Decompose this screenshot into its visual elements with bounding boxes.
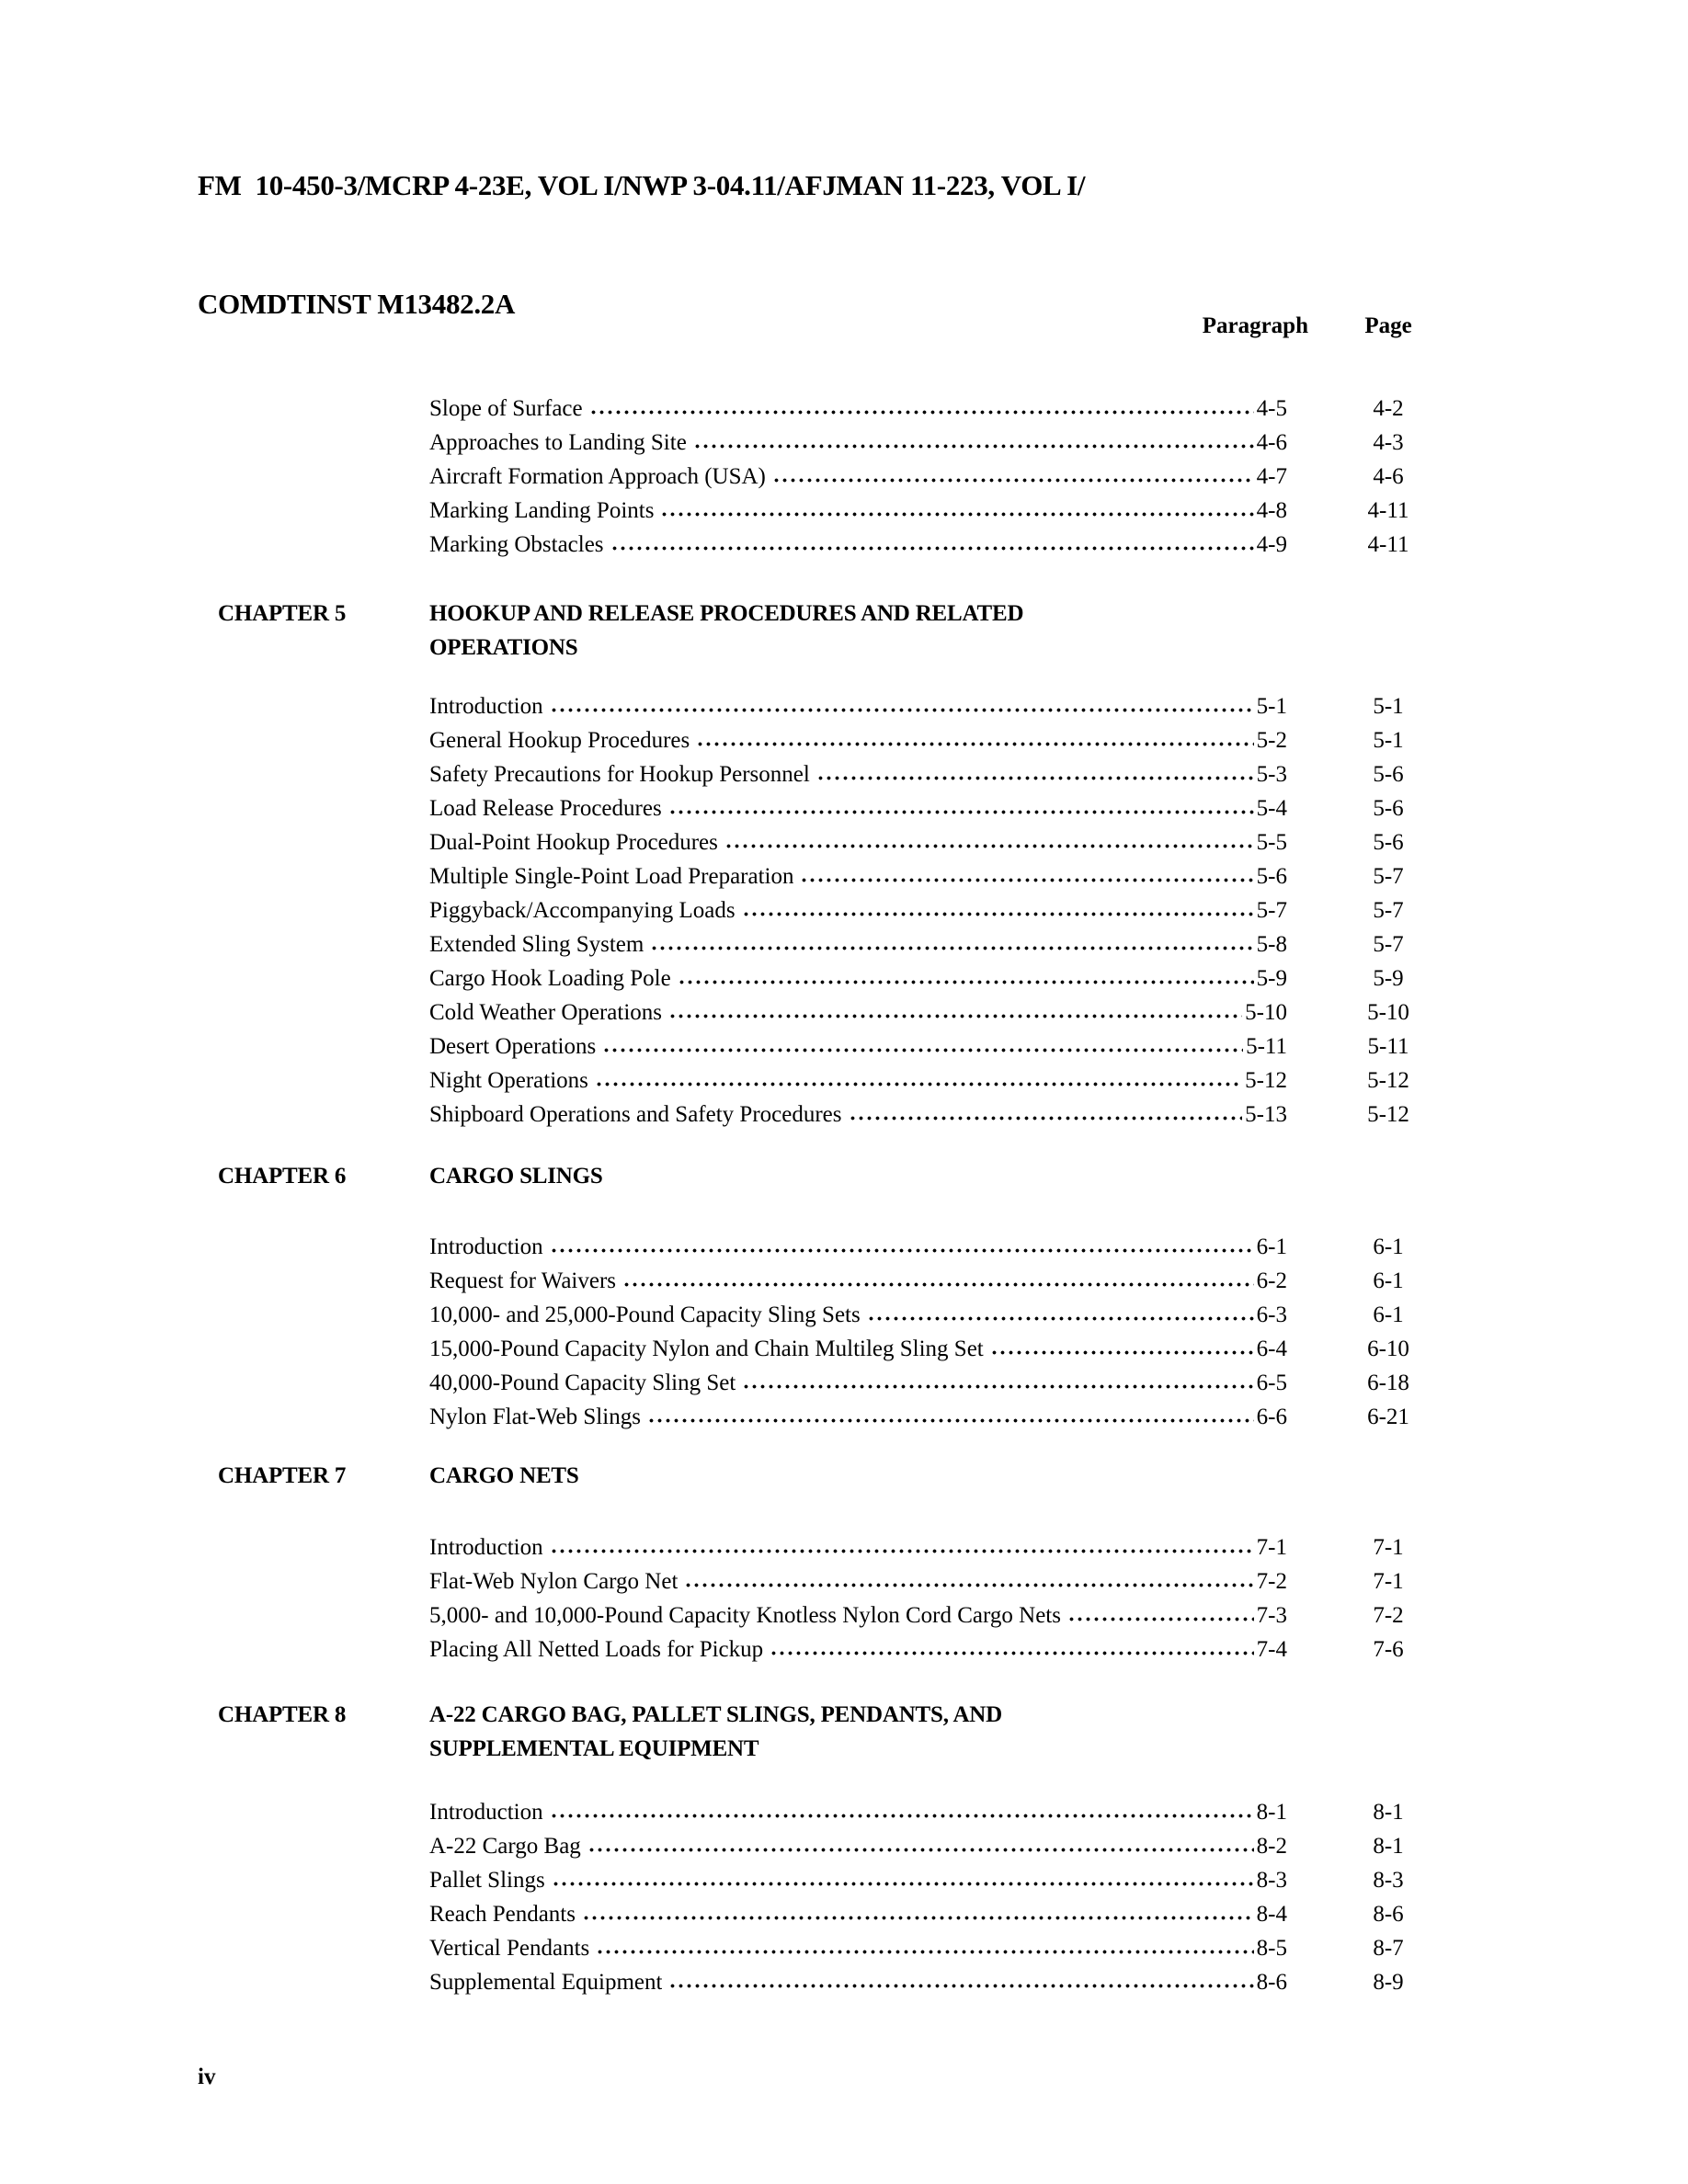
toc-entries: [429, 1795, 1471, 1999]
entry-title: Pallet Slings: [429, 1868, 545, 1893]
entry-page-number: 5-12: [1367, 1068, 1409, 1093]
dot-leader: [622, 1281, 1254, 1288]
toc-entry-main: [429, 460, 1287, 494]
toc-entry-row: [429, 1598, 1471, 1632]
entry-paragraph-number: 6-6: [1256, 1405, 1287, 1429]
entry-page-number: 5-1: [1373, 694, 1404, 719]
toc-entry-row: [429, 995, 1471, 1029]
toc-entry-row: [429, 1029, 1471, 1064]
entry-paragraph-number: 4-8: [1256, 498, 1287, 523]
dot-leader: [678, 979, 1254, 985]
entry-page-number: 4-11: [1367, 532, 1409, 557]
dot-leader: [772, 477, 1254, 483]
dot-leader: [684, 1582, 1253, 1588]
toc-entry-main: [429, 1332, 1287, 1366]
entry-page-number: 7-6: [1373, 1637, 1404, 1662]
entry-paragraph-number: 6-2: [1256, 1268, 1287, 1293]
toc-entry-row: [429, 392, 1471, 426]
entry-paragraph-number: 4-5: [1256, 396, 1287, 421]
toc-entry-main: [429, 961, 1287, 995]
entry-paragraph-number: 5-6: [1256, 864, 1287, 889]
entry-paragraph-number: 5-10: [1245, 1000, 1287, 1025]
dot-leader: [724, 843, 1254, 849]
entry-page-number: 5-9: [1373, 966, 1404, 991]
entry-title: Marking Obstacles: [429, 532, 604, 557]
entry-title: Introduction: [429, 1800, 543, 1825]
toc-entries: [429, 1230, 1471, 1434]
toc-section-chapter-6: [218, 1159, 1471, 1434]
dot-leader: [668, 1983, 1253, 1989]
page-column-header: Page: [1364, 313, 1412, 338]
toc-entry-row: [429, 528, 1471, 562]
entry-paragraph-number: 5-4: [1256, 796, 1287, 821]
entry-paragraph-number: 8-6: [1256, 1970, 1287, 1995]
toc-entry-main: [429, 927, 1287, 961]
toc-entry-main: [429, 1298, 1287, 1332]
dot-leader: [550, 1548, 1254, 1554]
chapter-label: CHAPTER 6: [218, 1164, 347, 1189]
toc-entry-main: [429, 791, 1287, 825]
entry-paragraph-number: 5-9: [1256, 966, 1287, 991]
toc-entry-row: [429, 1064, 1471, 1098]
entry-paragraph-number: 5-7: [1256, 898, 1287, 923]
entry-title: Request for Waivers: [429, 1268, 617, 1293]
toc-entry-row: [429, 1530, 1471, 1564]
entry-page-number: 7-2: [1373, 1603, 1404, 1628]
toc-entry-main: [429, 1965, 1287, 1999]
entry-paragraph-number: 7-3: [1256, 1603, 1287, 1628]
dot-leader: [800, 877, 1253, 883]
entry-title: Night Operations: [429, 1068, 588, 1093]
dot-leader: [668, 809, 1254, 815]
toc-entry-main: [429, 1632, 1287, 1666]
entry-page-number: 5-7: [1373, 864, 1404, 889]
dot-leader: [742, 911, 1254, 917]
toc-entry-row: [429, 1264, 1471, 1298]
dot-leader: [693, 443, 1254, 449]
toc-entry-row: [429, 1564, 1471, 1598]
dot-leader: [602, 1047, 1243, 1053]
dot-leader: [742, 1383, 1253, 1390]
toc-entry-row: [429, 1632, 1471, 1666]
toc-entry-main: [429, 723, 1287, 757]
toc-entry-main: [429, 995, 1287, 1029]
toc-section-chapter-5: [218, 597, 1471, 1132]
toc-entry-main: [429, 1029, 1287, 1064]
entry-paragraph-number: 6-5: [1256, 1371, 1287, 1395]
toc-entry-row: [429, 723, 1471, 757]
chapter-label: CHAPTER 8: [218, 1702, 347, 1727]
toc-entries: [429, 1530, 1471, 1666]
toc-entry-row: [429, 757, 1471, 791]
dot-leader: [595, 1081, 1242, 1087]
toc-entry-main: [429, 825, 1287, 859]
dot-leader: [610, 545, 1254, 552]
toc-entry-row: [429, 927, 1471, 961]
entry-title: Slope of Surface: [429, 396, 583, 421]
entry-title: Introduction: [429, 694, 543, 719]
toc-entry-row: [429, 460, 1471, 494]
chapter-title: A-22 CARGO BAG, PALLET SLINGS, PENDANTS, AND SUPPLEMENTAL EQUIPMENT: [429, 1702, 1003, 1761]
entry-title: Piggyback/Accompanying Loads: [429, 898, 736, 923]
entry-title: Approaches to Landing Site: [429, 430, 687, 455]
paragraph-column-header: Paragraph: [1202, 313, 1308, 338]
toc-entry-main: [429, 1366, 1287, 1400]
toc-entry-row: [429, 1366, 1471, 1400]
dot-leader: [596, 1949, 1253, 1955]
entry-paragraph-number: 5-3: [1256, 762, 1287, 787]
entry-page-number: 5-12: [1367, 1102, 1409, 1127]
toc-section-chapter-4-continued: [218, 392, 1471, 562]
entry-title: Load Release Procedures: [429, 796, 662, 821]
toc-entry-row: [429, 859, 1471, 893]
toc-entry-row: [429, 426, 1471, 460]
entry-title: Supplemental Equipment: [429, 1970, 663, 1995]
toc-entry-row: [429, 893, 1471, 927]
entry-title: Shipboard Operations and Safety Procedures: [429, 1102, 842, 1127]
entry-paragraph-number: 4-7: [1256, 464, 1287, 489]
chapter-heading: [218, 1698, 1471, 1766]
toc-entry-main: [429, 757, 1287, 791]
toc-entry-main: [429, 1863, 1287, 1897]
entry-page-number: 7-1: [1373, 1569, 1404, 1594]
toc-entry-row: [429, 1931, 1471, 1965]
entry-title: 5,000- and 10,000-Pound Capacity Knotless Nylon Cord Cargo Nets: [429, 1603, 1061, 1628]
entry-page-number: 4-6: [1373, 464, 1404, 489]
entry-page-number: 6-18: [1367, 1371, 1409, 1395]
entry-page-number: 4-11: [1367, 498, 1409, 523]
entry-paragraph-number: 7-1: [1256, 1535, 1287, 1560]
toc-entry-row: [429, 1298, 1471, 1332]
dot-leader: [647, 1417, 1254, 1424]
dot-leader: [660, 511, 1253, 518]
entry-page-number: 5-11: [1367, 1034, 1409, 1059]
entry-paragraph-number: 5-11: [1246, 1034, 1287, 1059]
entry-page-number: 8-1: [1373, 1834, 1404, 1859]
dot-leader: [770, 1650, 1254, 1656]
entry-title: 10,000- and 25,000-Pound Capacity Sling Sets: [429, 1302, 861, 1327]
entry-page-number: 8-7: [1373, 1936, 1404, 1961]
entry-title: Extended Sling System: [429, 932, 644, 957]
toc-entry-row: [429, 1863, 1471, 1897]
entry-paragraph-number: 8-4: [1256, 1902, 1287, 1927]
entry-title: Safety Precautions for Hookup Personnel: [429, 762, 810, 787]
toc-entry-row: [429, 791, 1471, 825]
entry-title: A-22 Cargo Bag: [429, 1834, 581, 1859]
toc-entry-row: [429, 689, 1471, 723]
dot-leader: [867, 1315, 1254, 1322]
entry-paragraph-number: 4-6: [1256, 430, 1287, 455]
toc-section-chapter-7: [218, 1459, 1471, 1666]
dot-leader: [550, 1247, 1254, 1254]
dot-leader: [668, 1013, 1242, 1019]
entry-paragraph-number: 8-2: [1256, 1834, 1287, 1859]
entry-title: Placing All Netted Loads for Pickup: [429, 1637, 764, 1662]
toc-entry-main: [429, 1598, 1287, 1632]
entry-page-number: 4-3: [1373, 430, 1404, 455]
entry-paragraph-number: 8-1: [1256, 1800, 1287, 1825]
toc-entry-main: [429, 1564, 1287, 1598]
entry-paragraph-number: 6-3: [1256, 1302, 1287, 1327]
toc-entry-row: [429, 1897, 1471, 1931]
entry-page-number: 6-1: [1373, 1234, 1404, 1259]
chapter-title: CARGO NETS: [429, 1463, 579, 1488]
entry-title: Aircraft Formation Approach (USA): [429, 464, 766, 489]
toc-entry-row: [429, 1332, 1471, 1366]
entry-title: Vertical Pendants: [429, 1936, 590, 1961]
entry-page-number: 6-1: [1373, 1268, 1404, 1293]
dot-leader: [552, 1881, 1254, 1887]
toc-entry-main: [429, 689, 1287, 723]
entry-paragraph-number: 5-12: [1245, 1068, 1287, 1093]
entry-page-number: 5-6: [1373, 830, 1404, 855]
toc-entry-main: [429, 1230, 1287, 1264]
entry-page-number: 8-1: [1373, 1800, 1404, 1825]
toc-entry-main: [429, 1400, 1287, 1434]
toc-entry-row: [429, 1965, 1471, 1999]
entry-paragraph-number: 5-8: [1256, 932, 1287, 957]
dot-leader: [1067, 1616, 1254, 1622]
toc-entry-row: [429, 825, 1471, 859]
dot-leader: [650, 945, 1253, 951]
entry-page-number: 8-6: [1373, 1902, 1404, 1927]
document-header: [198, 86, 1085, 403]
entry-title: Marking Landing Points: [429, 498, 655, 523]
entry-paragraph-number: 6-4: [1256, 1337, 1287, 1361]
toc-entry-main: [429, 426, 1287, 460]
toc-entry-main: [429, 1829, 1287, 1863]
dot-leader: [816, 775, 1254, 781]
entry-page-number: 4-2: [1373, 396, 1404, 421]
dot-leader: [587, 1847, 1254, 1853]
toc-entry-main: [429, 893, 1287, 927]
dot-leader: [849, 1115, 1243, 1121]
toc-entry-main: [429, 528, 1287, 562]
toc-entry-main: [429, 1795, 1287, 1829]
toc-entry-main: [429, 859, 1287, 893]
toc-entry-row: [429, 1829, 1471, 1863]
dot-leader: [550, 707, 1254, 713]
entry-title: Dual-Point Hookup Procedures: [429, 830, 718, 855]
dot-leader: [990, 1349, 1254, 1356]
toc-entry-main: [429, 1098, 1287, 1132]
entry-page-number: 6-21: [1367, 1405, 1409, 1429]
toc-entry-row: [429, 1230, 1471, 1264]
entry-page-number: 8-3: [1373, 1868, 1404, 1893]
toc-entry-row: [429, 1098, 1471, 1132]
document-header-line-2: COMDTINST M13482.2A: [198, 288, 516, 320]
toc-entry-row: [429, 1795, 1471, 1829]
toc-entry-main: [429, 392, 1287, 426]
chapter-label: CHAPTER 7: [218, 1463, 347, 1488]
toc-entry-main: [429, 1264, 1287, 1298]
entry-page-number: 5-7: [1373, 932, 1404, 957]
entry-paragraph-number: 5-1: [1256, 694, 1287, 719]
entry-paragraph-number: 5-2: [1256, 728, 1287, 753]
toc-entry-row: [429, 494, 1471, 528]
entry-paragraph-number: 7-2: [1256, 1569, 1287, 1594]
entry-title: 15,000-Pound Capacity Nylon and Chain Multileg Sling Set: [429, 1337, 984, 1361]
chapter-title: CARGO SLINGS: [429, 1164, 603, 1189]
entry-title: Nylon Flat-Web Slings: [429, 1405, 641, 1429]
chapter-heading: [218, 1159, 1471, 1193]
entry-title: Cold Weather Operations: [429, 1000, 663, 1025]
entry-title: Introduction: [429, 1234, 543, 1259]
entry-title: Introduction: [429, 1535, 543, 1560]
entry-page-number: 5-10: [1367, 1000, 1409, 1025]
column-headers: [0, 309, 1688, 343]
entry-title: Cargo Hook Loading Pole: [429, 966, 671, 991]
toc-entry-main: [429, 1064, 1287, 1098]
entry-paragraph-number: 8-3: [1256, 1868, 1287, 1893]
dot-leader: [589, 409, 1254, 415]
toc-entry-row: [429, 961, 1471, 995]
entry-title: Multiple Single-Point Load Preparation: [429, 864, 794, 889]
entry-paragraph-number: 7-4: [1256, 1637, 1287, 1662]
entry-paragraph-number: 6-1: [1256, 1234, 1287, 1259]
dot-leader: [582, 1915, 1254, 1921]
entry-paragraph-number: 5-13: [1245, 1102, 1287, 1127]
entry-page-number: 5-1: [1373, 728, 1404, 753]
entry-page-number: 6-10: [1367, 1337, 1409, 1361]
toc-entries: [429, 689, 1471, 1132]
chapter-title: HOOKUP AND RELEASE PROCEDURES AND RELATED OPERATIONS: [429, 601, 1024, 660]
toc-entries: [429, 392, 1471, 562]
entry-paragraph-number: 5-5: [1256, 830, 1287, 855]
toc-entry-main: [429, 1931, 1287, 1965]
dot-leader: [550, 1813, 1254, 1819]
entry-paragraph-number: 4-9: [1256, 532, 1287, 557]
toc-entry-row: [429, 1400, 1471, 1434]
entry-title: Flat-Web Nylon Cargo Net: [429, 1569, 679, 1594]
entry-title: General Hookup Procedures: [429, 728, 690, 753]
entry-title: Desert Operations: [429, 1034, 597, 1059]
document-header-line-1: FM 10-450-3/MCRP 4-23E, VOL I/NWP 3-04.11/AFJMAN 11-223, VOL I/: [198, 169, 1086, 201]
entry-page-number: 7-1: [1373, 1535, 1404, 1560]
entry-title: 40,000-Pound Capacity Sling Set: [429, 1371, 736, 1395]
chapter-heading: [218, 597, 1471, 665]
entry-page-number: 6-1: [1373, 1302, 1404, 1327]
entry-page-number: 5-6: [1373, 762, 1404, 787]
entry-title: Reach Pendants: [429, 1902, 576, 1927]
entry-page-number: 5-6: [1373, 796, 1404, 821]
toc-entry-main: [429, 494, 1287, 528]
toc-entry-main: [429, 1897, 1287, 1931]
toc-section-chapter-8: [218, 1698, 1471, 1999]
entry-page-number: 5-7: [1373, 898, 1404, 923]
page-number-footer: iv: [198, 2065, 216, 2089]
entry-paragraph-number: 8-5: [1256, 1936, 1287, 1961]
entry-page-number: 8-9: [1373, 1970, 1404, 1995]
chapter-label: CHAPTER 5: [218, 601, 347, 626]
toc-entry-main: [429, 1530, 1287, 1564]
dot-leader: [696, 741, 1253, 747]
chapter-heading: [218, 1459, 1471, 1493]
